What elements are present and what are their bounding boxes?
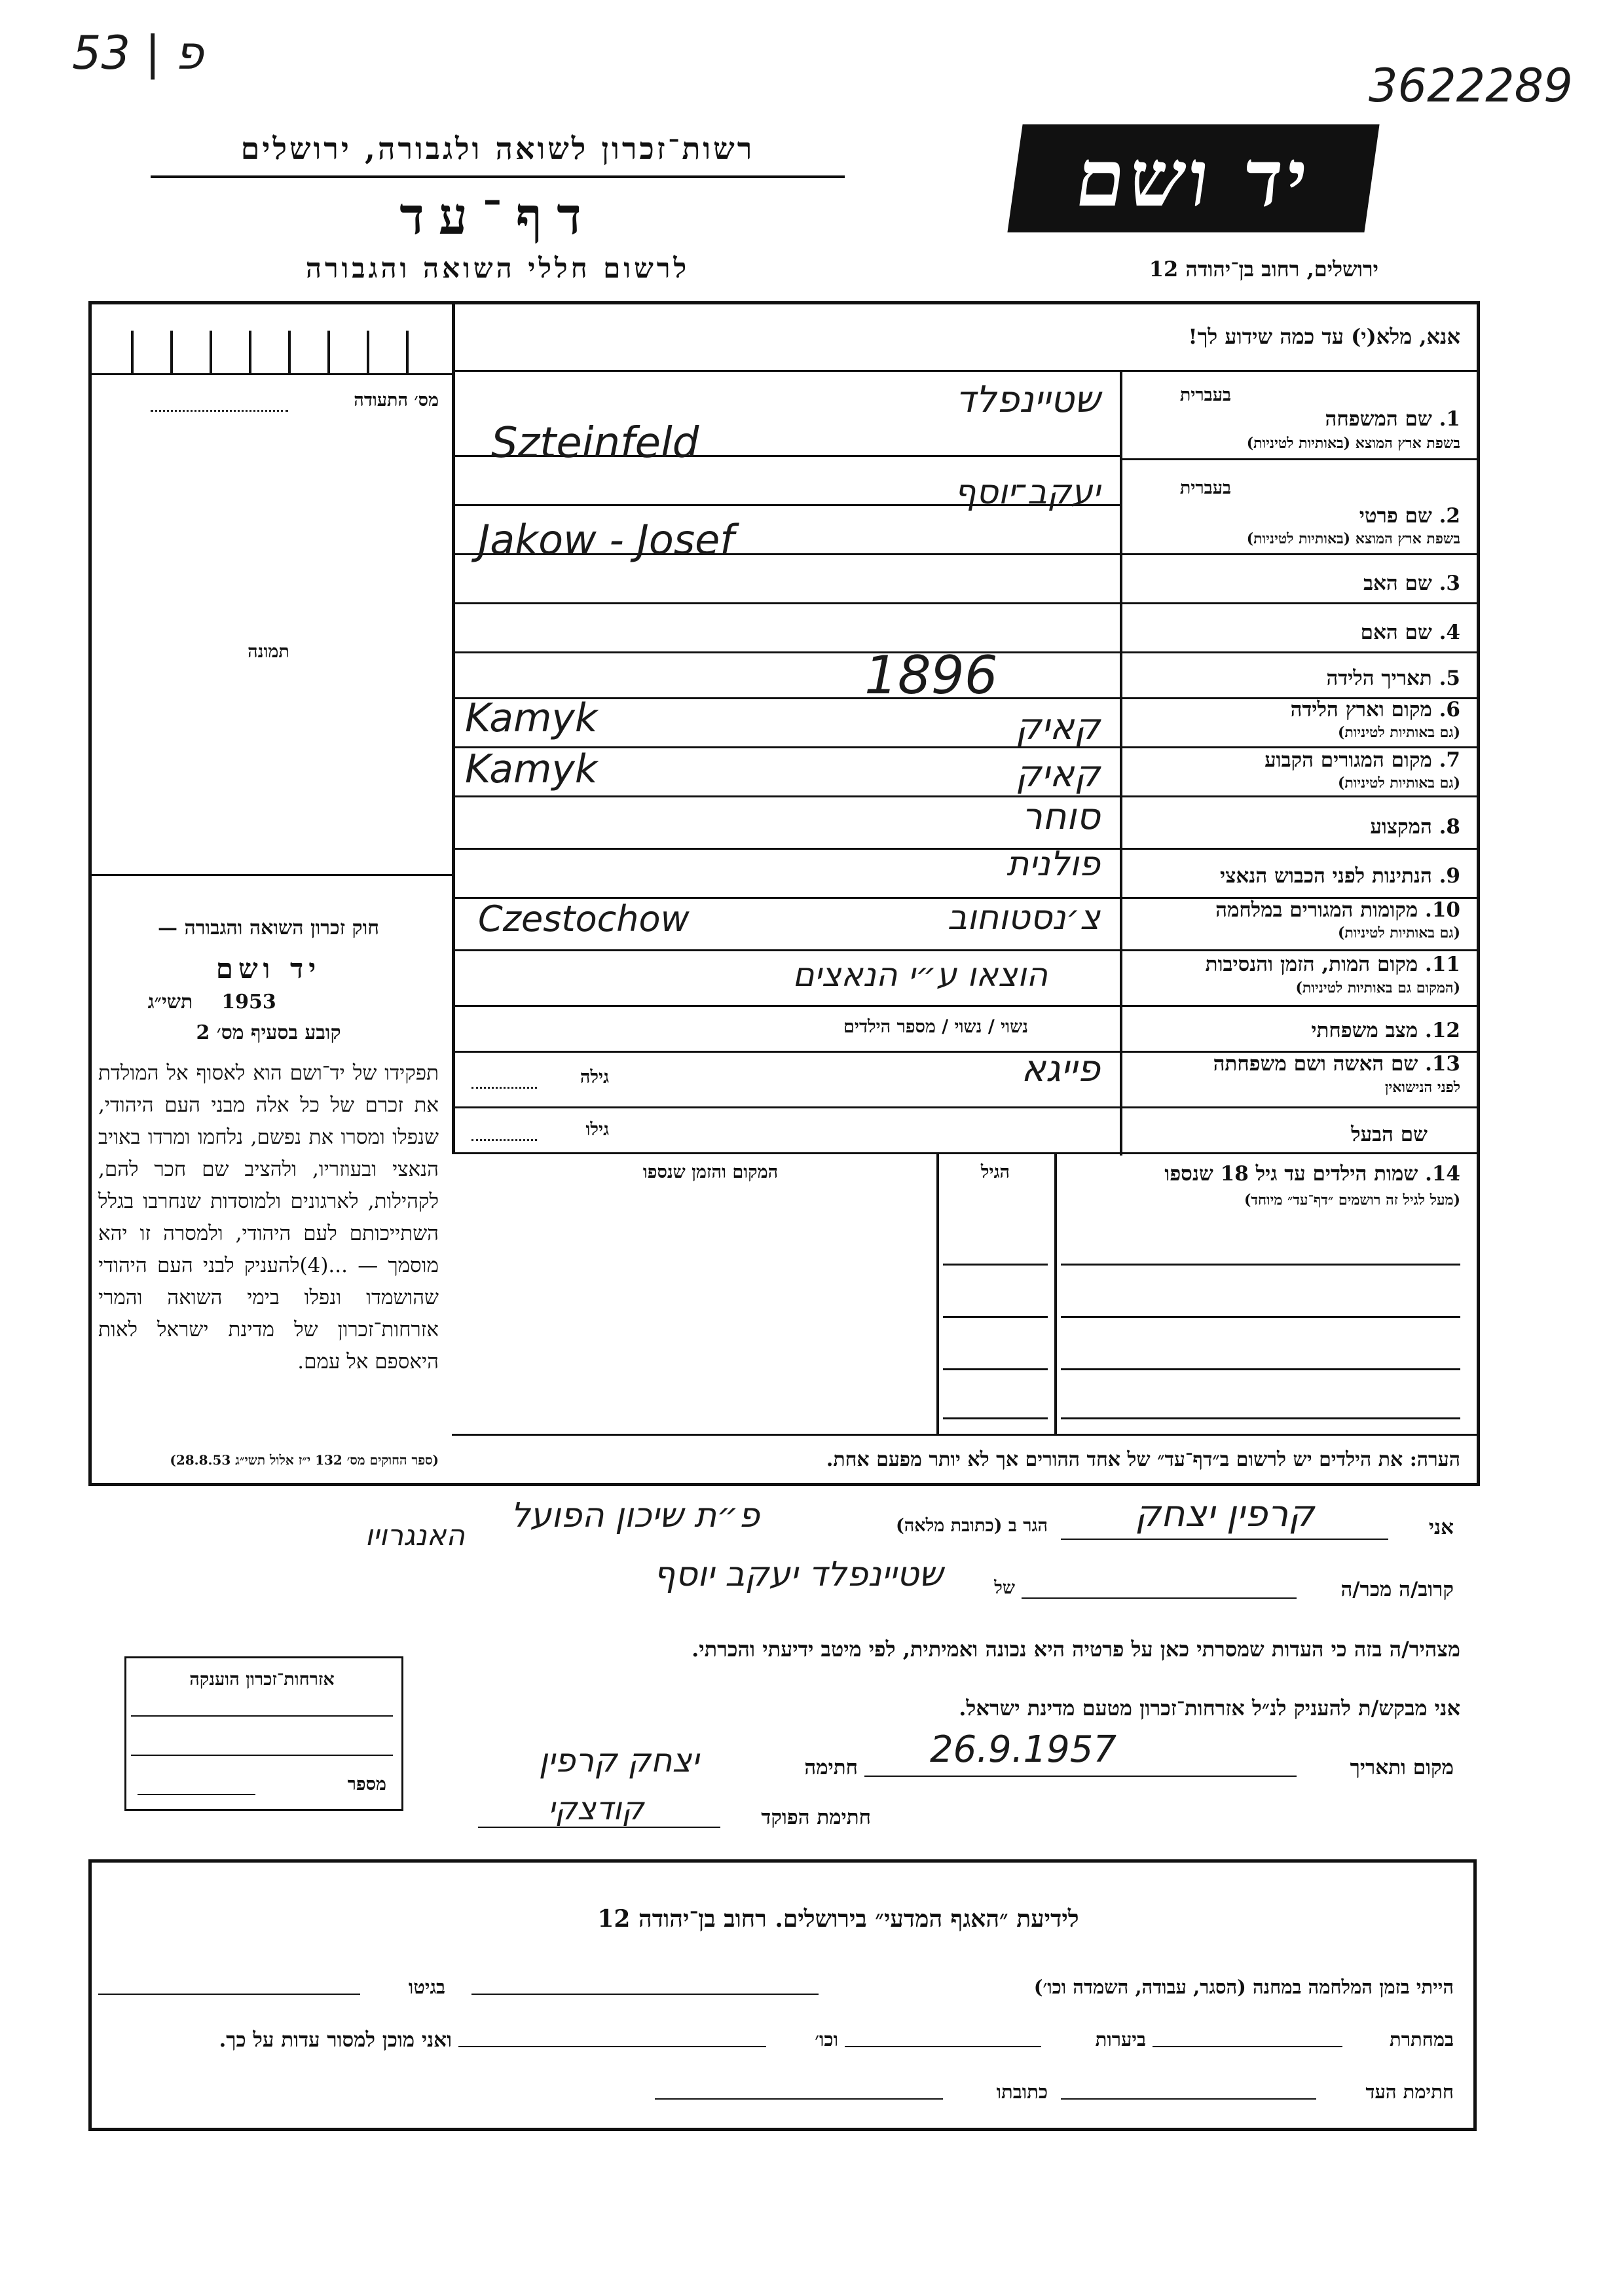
row-line	[452, 1106, 1477, 1108]
citizenship-number-label: מספר	[347, 1774, 386, 1795]
label-column-divider	[1120, 370, 1122, 1156]
cert-digit-divider	[288, 331, 291, 373]
relation-label: קרוב/ה מכר/ה	[1340, 1578, 1454, 1601]
children-row-line	[943, 1316, 1048, 1318]
field-7-sublabel: (גם באותיות לטיניות)	[1337, 774, 1460, 792]
declarant-name: קרפין יצחק	[1135, 1493, 1314, 1535]
children-row-line	[943, 1417, 1048, 1419]
field-4-label: 4. שם האם	[1360, 621, 1460, 644]
bottom-line3-a: חתימת העד	[1365, 2081, 1454, 2103]
citizenship-box-title: אזרחות־זכרון הוענקה	[189, 1669, 335, 1690]
declarant-i-label: אני	[1428, 1516, 1454, 1539]
first-name-hebrew: יעקב־יוסף	[954, 473, 1100, 512]
children-table-sublabel: (מעל לגיל זה רושמים ״דף־עד״ מיוחד)	[1244, 1192, 1460, 1209]
law-box-clause: קובע בסעיף מס׳ 2	[196, 1021, 341, 1044]
children-col-divider	[1054, 1152, 1057, 1434]
field-7-label: 7. מקום המגורים הקבוע	[1264, 748, 1460, 772]
children-row-line	[1061, 1417, 1460, 1419]
bottom-line3-b: כתובתו	[996, 2081, 1048, 2103]
field-11-label: 11. מקום המות, הזמן והנסיבות	[1205, 953, 1460, 976]
family-name-hebrew: שטיינפלד	[955, 378, 1100, 421]
form-subtitle: לרשום חללי השואה והגבורה	[305, 252, 690, 284]
declarant-address: פ״ת שיכון הפועל	[510, 1496, 760, 1535]
children-table-bottom	[452, 1434, 1477, 1436]
residence-hebrew: קאיק	[1015, 753, 1100, 795]
bottom-line3-blank	[1061, 2098, 1316, 2100]
official-signature: קודצקי	[547, 1791, 644, 1827]
bottom-line2-end: ואני מוכן למסור עדות על כך.	[219, 2028, 452, 2052]
husband-age-label: גילו	[585, 1120, 609, 1140]
profession-value: סוחר	[1022, 795, 1100, 838]
place-date-label: מקום ותאריך	[1350, 1756, 1454, 1779]
citizenship-value: פולנית	[1006, 845, 1100, 884]
law-box-year-he: תשי״ג	[147, 991, 193, 1013]
birth-place-hebrew: קאיק	[1015, 706, 1100, 748]
bottom-line1: הייתי בזמן המלחמה במחנה (הסגר, עבודה, השמדה וכו׳)	[1033, 1976, 1454, 1998]
of-label: של	[994, 1578, 1015, 1598]
children-row-line	[1061, 1368, 1460, 1370]
bottom-line1-end-blank	[98, 1994, 360, 1995]
declarant-residing-label: הגר ב (כתובת מלאה)	[895, 1516, 1048, 1536]
bottom-line3-blank	[655, 2098, 943, 2100]
row-line	[452, 1152, 1477, 1154]
bottom-line2-blank	[845, 2046, 1041, 2047]
bottom-title: לידיעת ״האגף המדעי״ בירושלים. רחוב בן־יהודה 12	[597, 1905, 1079, 1933]
bottom-line2-b: ביערות	[1095, 2028, 1146, 2050]
top-left-note: 53 | פ	[72, 26, 204, 80]
bottom-line2-blank	[1153, 2046, 1342, 2047]
field-8-label: 8. המקצוע	[1370, 815, 1460, 839]
field-10-sublabel: (גם באותיות לטיניות)	[1337, 924, 1460, 941]
field-1-hebrew-tag: בעברית	[1179, 385, 1231, 405]
cert-digit-divider	[406, 331, 409, 373]
wife-name-value: פייגא	[1021, 1048, 1100, 1090]
law-box-year: 1953	[221, 991, 276, 1013]
law-box-footer: (ספר החוקים מס׳ 132 י״ז אלול תשי״ג 28.8.53)	[170, 1452, 439, 1468]
bottom-left-border	[88, 1859, 92, 2131]
cert-box-line	[92, 373, 452, 375]
children-row-line	[1061, 1264, 1460, 1266]
law-box-logo: יד ושם	[215, 953, 322, 985]
bottom-section-top	[92, 1859, 1473, 1863]
death-place-value: הוצאו ע״י הנאצים	[792, 956, 1048, 994]
field-13-sublabel: לפני הנישואין	[1384, 1079, 1460, 1096]
field-9-label: 9. הנתינות לפני הכבוש הנאצי	[1220, 864, 1460, 888]
children-row-line	[943, 1368, 1048, 1370]
husband-age-line	[471, 1139, 537, 1141]
family-status-value: נשוי / נשוי / מספר הילדים	[843, 1017, 1028, 1037]
field-11-sublabel: (המקום גם באותיות לטיניות)	[1295, 979, 1460, 996]
husband-name-label: שם הבעל	[1351, 1123, 1428, 1146]
cert-digit-divider	[327, 331, 330, 373]
declarant-signature: יצחק קרפין	[538, 1741, 699, 1779]
children-row-line	[1061, 1316, 1460, 1318]
photo-label: תמונה	[248, 642, 289, 662]
field-5-label: 5. תאריך הלידה	[1326, 666, 1460, 690]
children-row-line	[943, 1264, 1048, 1266]
children-col-age: הגיל	[980, 1162, 1010, 1182]
wartime-residence-hebrew: צ׳נסטוחוב	[947, 898, 1100, 938]
field-1-label: 1. שם המשפחה	[1325, 407, 1460, 431]
yad-vashem-logo: יד ושם	[1007, 124, 1379, 232]
bottom-section-bottom	[92, 2128, 1473, 2131]
declarant-side-note: האנגרויו	[365, 1519, 465, 1552]
row-line	[452, 1005, 1477, 1007]
row-line	[452, 602, 1477, 604]
field-2-hebrew-tag: בעברית	[1179, 478, 1231, 498]
cert-digit-divider	[131, 331, 134, 373]
first-name-latin: Jakow - Josef	[478, 516, 735, 564]
cert-digit-divider	[367, 331, 369, 373]
instruction-row-line	[452, 370, 1477, 372]
field-2-sublabel: בשפת ארץ המוצא (באותיות לטיניות)	[1246, 530, 1460, 547]
children-col-place: המקום והזמן שנספו	[642, 1162, 779, 1182]
cert-number-label: מס׳ התעודה	[354, 390, 439, 410]
field-12-label: 12. מצב משפחתי	[1311, 1019, 1460, 1042]
declaration-request: אני מבקש/ת להעניק לנ״ל אזרחות־זכרון מטעם מדינת ישראל.	[959, 1696, 1460, 1721]
official-signature-label: חתימת הפוקד	[761, 1806, 871, 1829]
children-col-divider	[936, 1152, 939, 1434]
header-address: ירושלים, רחוב בן־יהודה 12	[1149, 257, 1378, 282]
field-1-sublabel: בשפת ארץ המוצא (באותיות לטיניות)	[1246, 435, 1460, 452]
bottom-line2-blank	[458, 2046, 766, 2047]
declaration-statement: מצהיר/ה בזה כי העדות שמסרתי כאן על פרטיה היא נכונה ואמיתית, לפי מיטב ידיעתי והכרתי.	[692, 1637, 1460, 1662]
birth-date-value: 1896	[864, 645, 998, 706]
residence-latin: Kamyk	[465, 746, 598, 792]
law-box-title: חוק זכרון השואה והגבורה —	[158, 917, 379, 939]
children-note: הערה: את הילדים יש לרשום ב״דף־עד״ של אחד ההורים אך לא יותר מפעם אחת.	[826, 1448, 1460, 1471]
field-2-label: 2. שם פרטי	[1359, 504, 1460, 528]
relation-line	[1022, 1597, 1297, 1599]
bottom-line2-a: במחתרת	[1390, 2028, 1454, 2050]
cert-digit-divider	[210, 331, 212, 373]
wife-age-line	[471, 1087, 537, 1089]
of-name: שטיינפלד יעקב יוסף	[653, 1555, 943, 1594]
wife-age-label: גילה	[580, 1067, 609, 1087]
wartime-residence-latin: Czestochow	[478, 898, 690, 939]
row-line	[1120, 458, 1477, 460]
law-box-top	[92, 874, 452, 876]
citizenship-number-line	[138, 1794, 255, 1795]
field-10-label: 10. מקומות המגורים במלחמה	[1215, 898, 1460, 922]
law-box-text: תפקידו של יד־ושם הוא לאסוף אל המולדת את זכרם של כל אלה מבני העם היהודי, שנפלו ומסרו את נפשם, נלחמו ומרדו באויב הנאצי ובעוזריו, ולהציב שם חכר להם, לקהילות, לארגונים ולמוסדות שנחרבו בגלל השתייכותם לעם היהודי, ולמסרה זו יהא מוסמך — ...(4)להעניק לבני העם היהודי שהושמדו ונפלו בימי השואה והמרי אזרחות־זכרון של מדינת ישראל לאות היאספם אל עמם.	[98, 1061, 439, 1374]
citizenship-box-line	[131, 1715, 393, 1717]
signature-label: חתימה	[804, 1756, 858, 1779]
field-3-label: 3. שם האב	[1363, 572, 1460, 595]
institution-underline	[151, 175, 845, 178]
declarant-name-line	[1061, 1539, 1388, 1540]
left-column-divider	[452, 301, 455, 1152]
field-6-sublabel: (גם באותיות לטיניות)	[1337, 724, 1460, 741]
birth-place-latin: Kamyk	[465, 695, 598, 741]
family-name-latin: Szteinfeld	[491, 419, 699, 467]
cert-digit-divider	[249, 331, 251, 373]
place-date-line	[864, 1776, 1297, 1777]
declaration-date: 26.9.1957	[930, 1728, 1117, 1771]
bottom-line2-c: וכו׳	[815, 2028, 838, 2050]
top-right-number: 3622289	[1369, 59, 1573, 113]
instruction-text: אנא, מלא(י) עד כמה שידוע לך!	[1188, 324, 1460, 349]
institution-name: רשות־זכרון לשואה ולגבורה, ירושלים	[240, 131, 755, 166]
cert-number-line	[151, 410, 288, 412]
bottom-line1-end: בגיטו	[408, 1976, 445, 1998]
field-6-label: 6. מקום וארץ הלידה	[1290, 698, 1460, 721]
bottom-right-border	[1473, 1859, 1477, 2131]
form-title: דף־עד	[399, 187, 596, 246]
field-13-label: 13. שם האשה ושם משפחתה	[1213, 1052, 1460, 1076]
bottom-line1-blank	[471, 1994, 819, 1995]
cert-digit-divider	[170, 331, 173, 373]
citizenship-box-line	[131, 1755, 393, 1756]
row-line	[452, 949, 1477, 951]
children-table-label: 14. שמות הילדים עד גיל 18 שנספו	[1164, 1162, 1460, 1186]
